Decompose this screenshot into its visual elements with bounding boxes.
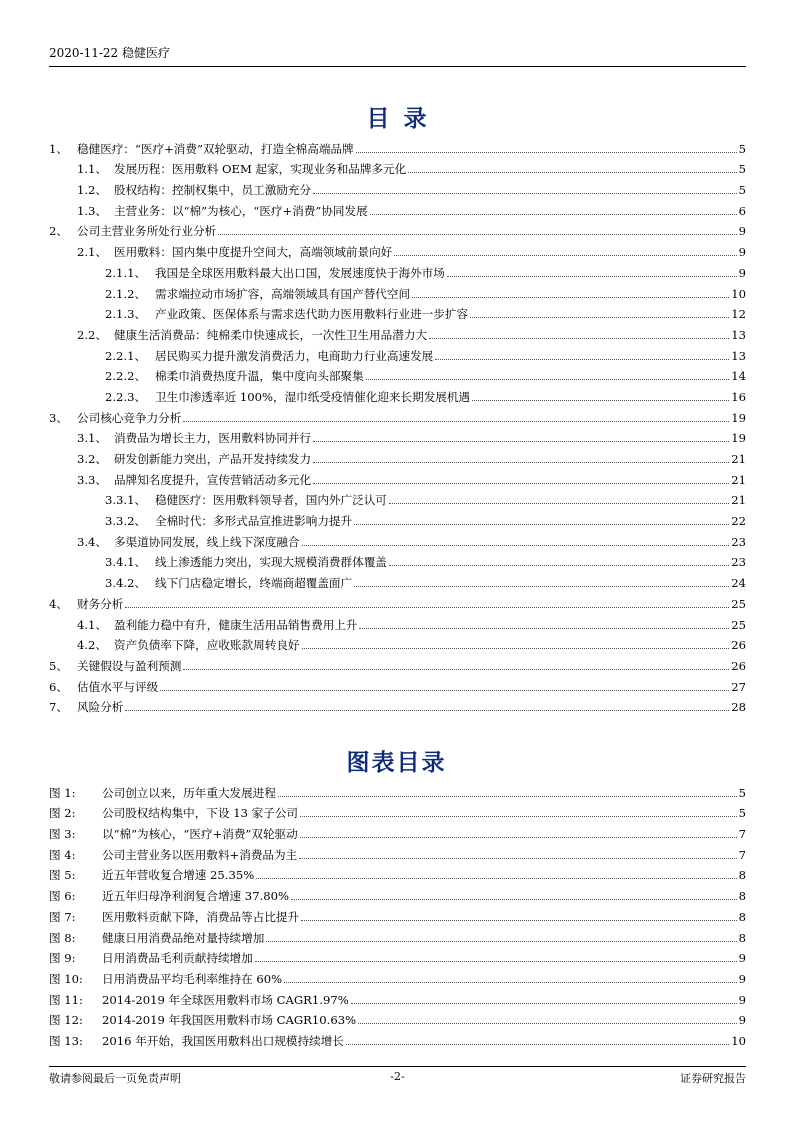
- entry-number: 1.1、: [77, 162, 108, 177]
- entry-page: 24: [731, 576, 746, 591]
- entry-label: 需求端拉动市场扩容，高端领域具有国产替代空间: [155, 286, 411, 301]
- dot-leader: [313, 461, 729, 463]
- entry-page: 10: [731, 1033, 746, 1048]
- dot-leader: [313, 482, 729, 484]
- dot-leader: [278, 795, 737, 797]
- entry-label: 研发创新能力突出，产品开发持续发力: [114, 452, 312, 466]
- figure-entry[interactable]: [49, 1027, 746, 1048]
- toc-entry[interactable]: [49, 238, 746, 259]
- footer-disclaimer: 敬请参阅最后一页免责声明: [49, 1072, 181, 1085]
- figure-entry[interactable]: [49, 1007, 746, 1028]
- entry-number: 3.3.2、: [105, 514, 147, 529]
- entry-label: 消费品为增长主力，医用敷料协同并行: [114, 431, 312, 446]
- entry-label: 稳健医疗：“医疗+消费”双轮驱动，打造全棉高端品牌: [77, 141, 354, 156]
- entry-page: 13: [731, 327, 746, 342]
- toc-entry[interactable]: [49, 673, 746, 694]
- dot-leader: [284, 981, 736, 983]
- entry-number: 3.3.1、: [105, 493, 147, 508]
- entry-number: 2.2.2、: [105, 369, 147, 384]
- page-header: [49, 44, 746, 67]
- entry-label: 日用消费品平均毛利率维持在 60%: [102, 971, 283, 986]
- entry-page: 25: [731, 596, 746, 611]
- entry-page: 19: [731, 410, 746, 425]
- entry-label: 产业政策、医保体系与需求迭代助力医用敷料行业进一步扩容: [155, 307, 469, 322]
- entry-label: 卫生巾渗透率近 100%，湿巾纸受疫情催化迎来长期发展机遇: [155, 389, 471, 404]
- dot-leader: [356, 151, 737, 153]
- entry-number: 3.4.2、: [105, 576, 147, 591]
- toc-entry[interactable]: [49, 342, 746, 363]
- entry-page: 5: [738, 141, 746, 156]
- entry-number: 图 1:: [49, 785, 76, 800]
- dot-leader: [299, 857, 736, 859]
- entry-label: 公司主营业务以医用敷料+消费品为主: [102, 847, 298, 862]
- entry-label: 关键假设与盈利预测: [77, 658, 182, 673]
- entry-page: 22: [731, 514, 746, 529]
- entry-label: 公司创立以来，历年重大发展进程: [102, 785, 276, 800]
- toc-entry[interactable]: [49, 156, 746, 177]
- entry-page: 9: [738, 245, 746, 260]
- entry-page: 9: [738, 971, 746, 986]
- dot-leader: [429, 337, 729, 339]
- toc-entry[interactable]: [49, 363, 746, 384]
- dot-leader: [394, 254, 736, 256]
- toc-entry[interactable]: [49, 425, 746, 446]
- entry-page: 8: [738, 909, 746, 924]
- dot-leader: [359, 627, 729, 629]
- entry-page: 21: [731, 472, 746, 487]
- entry-number: 3.3、: [77, 472, 108, 487]
- entry-page: 8: [738, 889, 746, 904]
- entry-page: 25: [731, 617, 746, 632]
- dot-leader: [266, 940, 736, 942]
- entry-page: 10: [731, 286, 746, 301]
- figure-entry[interactable]: [49, 965, 746, 986]
- toc-title: 目录: [366, 106, 441, 132]
- entry-page: 26: [731, 638, 746, 653]
- entry-number: 2.2.1、: [105, 348, 147, 363]
- entry-number: 图 8:: [49, 930, 76, 945]
- entry-label: 医用敷料：国内集中度提升空间大，高端领域前景向好: [114, 245, 393, 260]
- entry-label: 风险分析: [77, 700, 124, 715]
- footer-report-type: 证券研究报告: [679, 1072, 746, 1085]
- toc-entry[interactable]: [49, 528, 746, 549]
- entry-page: 9: [738, 951, 746, 966]
- entry-number: 2.1.1、: [105, 265, 147, 280]
- entry-label: 公司核心竞争力分析: [77, 410, 182, 425]
- entry-number: 图 11:: [49, 992, 83, 1007]
- dot-leader: [346, 1043, 729, 1045]
- entry-label: 全棉时代：多形式品宣推进影响力提升: [155, 514, 353, 529]
- toc-entry[interactable]: [49, 652, 746, 673]
- dot-leader: [351, 1002, 737, 1004]
- figure-entry[interactable]: [49, 903, 746, 924]
- dot-leader: [301, 919, 737, 921]
- toc-list: [49, 135, 746, 714]
- entry-number: 2.2、: [77, 327, 108, 342]
- dot-leader: [389, 564, 729, 566]
- toc-entry[interactable]: [49, 466, 746, 487]
- entry-label: 盈利能力稳中有升，健康生活用品销售费用上升: [114, 617, 358, 632]
- entry-page: 5: [738, 183, 746, 198]
- entry-page: 8: [738, 868, 746, 883]
- entry-page: 5: [738, 785, 746, 800]
- toc-entry[interactable]: [49, 590, 746, 611]
- toc-entry[interactable]: [49, 632, 746, 653]
- toc-entry[interactable]: [49, 280, 746, 301]
- entry-page: 12: [731, 307, 746, 322]
- dot-leader: [358, 1022, 737, 1024]
- entry-number: 图 6:: [49, 889, 76, 904]
- entry-number: 2.2.3、: [105, 389, 147, 404]
- entry-page: 26: [731, 658, 746, 673]
- entry-page: 9: [738, 992, 746, 1007]
- toc-entry[interactable]: [49, 321, 746, 342]
- entry-label: 公司股权结构集中，下设 13 家子公司: [102, 806, 299, 821]
- header-text: 2020-11-22 稳健医疗: [49, 46, 171, 60]
- entry-number: 2.1.3、: [105, 307, 147, 322]
- entry-number: 图 9:: [49, 951, 76, 966]
- entry-page: 8: [738, 930, 746, 945]
- entry-label: 2014-2019 年我国医用敷料市场 CAGR10.63%: [102, 1013, 357, 1028]
- entry-number: 图 12:: [49, 1013, 83, 1028]
- toc-entry[interactable]: [49, 694, 746, 715]
- entry-number: 2、: [49, 224, 68, 239]
- entry-number: 2.1、: [77, 245, 108, 260]
- entry-number: 5、: [49, 658, 68, 673]
- dot-leader: [160, 689, 729, 691]
- dot-leader: [470, 316, 729, 318]
- figure-entry[interactable]: [49, 800, 746, 821]
- figure-entry[interactable]: [49, 862, 746, 883]
- entry-label: 财务分析: [77, 596, 124, 611]
- entry-label: 健康生活消费品：纯棉柔巾快速成长，一次性卫生用品潜力大: [114, 327, 428, 342]
- toc-entry[interactable]: [49, 383, 746, 404]
- entry-page: 7: [738, 847, 746, 862]
- entry-number: 图 5:: [49, 868, 76, 883]
- dot-leader: [366, 378, 730, 380]
- dot-leader: [435, 358, 729, 360]
- entry-label: 医用敷料贡献下降，消费品等占比提升: [102, 909, 300, 924]
- entry-page: 27: [731, 679, 746, 694]
- entry-page: 21: [731, 452, 746, 466]
- entry-number: 2.1.2、: [105, 286, 147, 301]
- toc-entry[interactable]: [49, 218, 746, 239]
- figure-entry[interactable]: [49, 986, 746, 1007]
- dot-leader: [354, 523, 729, 525]
- entry-label: 我国是全球医用敷料最大出口国，发展速度快于海外市场: [155, 265, 445, 280]
- dot-leader: [313, 192, 737, 194]
- entry-number: 6、: [49, 679, 68, 694]
- toc-entry[interactable]: [49, 569, 746, 590]
- entry-label: 居民购买力提升激发消费活力，电商助力行业高速发展: [155, 348, 434, 363]
- dot-leader: [218, 233, 736, 235]
- entry-number: 7、: [49, 700, 68, 715]
- entry-number: 图 7:: [49, 909, 76, 924]
- dot-leader: [291, 898, 737, 900]
- entry-number: 1、: [49, 141, 68, 156]
- dot-leader: [389, 502, 729, 504]
- figure-entry[interactable]: [49, 779, 746, 800]
- toc-entry[interactable]: [49, 404, 746, 425]
- entry-number: 4.1、: [77, 617, 108, 632]
- figure-list: [49, 779, 746, 1048]
- entry-number: 4、: [49, 596, 68, 611]
- entry-label: 日用消费品毛利贡献持续增加: [102, 951, 253, 966]
- entry-label: 多渠道协同发展，线上线下深度融合: [114, 534, 300, 549]
- entry-number: 3.2、: [77, 452, 108, 466]
- entry-page: 19: [731, 431, 746, 446]
- entry-number: 3、: [49, 410, 68, 425]
- dot-leader: [354, 585, 729, 587]
- toc-entry[interactable]: [49, 549, 746, 570]
- entry-number: 图 3:: [49, 827, 76, 842]
- toc-entry[interactable]: [49, 259, 746, 280]
- dot-leader: [302, 647, 730, 649]
- entry-label: 品牌知名度提升，宣传营销活动多元化: [114, 472, 312, 487]
- toc-entry[interactable]: [49, 135, 746, 156]
- entry-label: 公司主营业务所处行业分析: [77, 224, 217, 239]
- entry-page: 28: [731, 700, 746, 715]
- entry-number: 4.2、: [77, 638, 108, 653]
- entry-page: 16: [731, 389, 746, 404]
- figure-entry[interactable]: [49, 820, 746, 841]
- dot-leader: [300, 815, 737, 817]
- entry-page: 23: [731, 534, 746, 549]
- entry-label: 近五年归母净利润复合增速 37.80%: [102, 889, 290, 904]
- entry-label: 发展历程：医用敷料 OEM 起家，实现业务和品牌多元化: [114, 162, 407, 177]
- dot-leader: [183, 668, 729, 670]
- entry-label: 以“棉”为核心，“医疗+消费”双轮驱动: [102, 827, 298, 842]
- entry-page: 14: [731, 369, 746, 384]
- entry-page: 9: [738, 265, 746, 280]
- entry-label: 稳健医疗：医用敷料领导者，国内外广泛认可: [155, 493, 387, 508]
- entry-number: 3.1、: [77, 431, 108, 446]
- entry-label: 线下门店稳定增长，终端商超覆盖面广: [155, 576, 353, 591]
- dot-leader: [412, 296, 729, 298]
- figure-entry[interactable]: [49, 882, 746, 903]
- toc-entry[interactable]: [49, 176, 746, 197]
- entry-label: 2016 年开始，我国医用敷料出口规模持续增长: [102, 1033, 344, 1048]
- entry-number: 1.3、: [77, 203, 108, 218]
- dot-leader: [256, 877, 736, 879]
- entry-number: 1.2、: [77, 183, 108, 198]
- entry-label: 线上渗透能力突出，实现大规模消费群体覆盖: [155, 555, 387, 570]
- entry-page: 9: [738, 1013, 746, 1028]
- entry-page: 5: [738, 806, 746, 821]
- entry-number: 图 13:: [49, 1033, 83, 1048]
- dot-leader: [300, 836, 737, 838]
- dot-leader: [408, 171, 736, 173]
- entry-number: 3.4、: [77, 534, 108, 549]
- figure-list-title: 图表目录: [346, 750, 447, 776]
- entry-label: 估值水平与评级: [77, 679, 159, 694]
- dot-leader: [125, 606, 729, 608]
- dot-leader: [255, 960, 737, 962]
- dot-leader: [370, 213, 737, 215]
- entry-page: 13: [731, 348, 746, 363]
- entry-page: 9: [738, 224, 746, 239]
- entry-page: 7: [738, 827, 746, 842]
- entry-label: 主营业务：以“棉”为核心，“医疗+消费”协同发展: [114, 203, 368, 218]
- entry-label: 健康日用消费品绝对量持续增加: [102, 930, 265, 945]
- entry-page: 21: [731, 493, 746, 508]
- entry-page: 6: [738, 203, 746, 218]
- figure-entry[interactable]: [49, 841, 746, 862]
- page-number: -2-: [390, 1070, 405, 1083]
- entry-number: 图 4:: [49, 847, 76, 862]
- dot-leader: [125, 709, 729, 711]
- entry-page: 5: [738, 162, 746, 177]
- entry-label: 股权结构：控制权集中，员工激励充分: [114, 183, 312, 198]
- toc-entry[interactable]: [49, 301, 746, 322]
- entry-label: 资产负债率下降，应收账款周转良好: [114, 638, 300, 653]
- dot-leader: [447, 275, 737, 277]
- dot-leader: [183, 420, 729, 422]
- toc-entry[interactable]: [49, 445, 746, 466]
- page-footer: [49, 1066, 746, 1086]
- toc-entry[interactable]: [49, 507, 746, 528]
- dot-leader: [302, 544, 730, 546]
- entry-number: 3.4.1、: [105, 555, 147, 570]
- entry-number: 图 2:: [49, 806, 76, 821]
- figure-entry[interactable]: [49, 924, 746, 945]
- toc-entry[interactable]: [49, 611, 746, 632]
- entry-label: 2014-2019 年全球医用敷料市场 CAGR1.97%: [102, 992, 349, 1007]
- entry-page: 23: [731, 555, 746, 570]
- dot-leader: [313, 440, 729, 442]
- entry-number: 图 10:: [49, 971, 83, 986]
- toc-entry[interactable]: [49, 197, 746, 218]
- entry-label: 棉柔巾消费热度升温，集中度向头部聚集: [155, 369, 364, 384]
- toc-entry[interactable]: [49, 487, 746, 508]
- entry-label: 近五年营收复合增速 25.35%: [102, 868, 255, 883]
- dot-leader: [472, 399, 729, 401]
- figure-entry[interactable]: [49, 945, 746, 966]
